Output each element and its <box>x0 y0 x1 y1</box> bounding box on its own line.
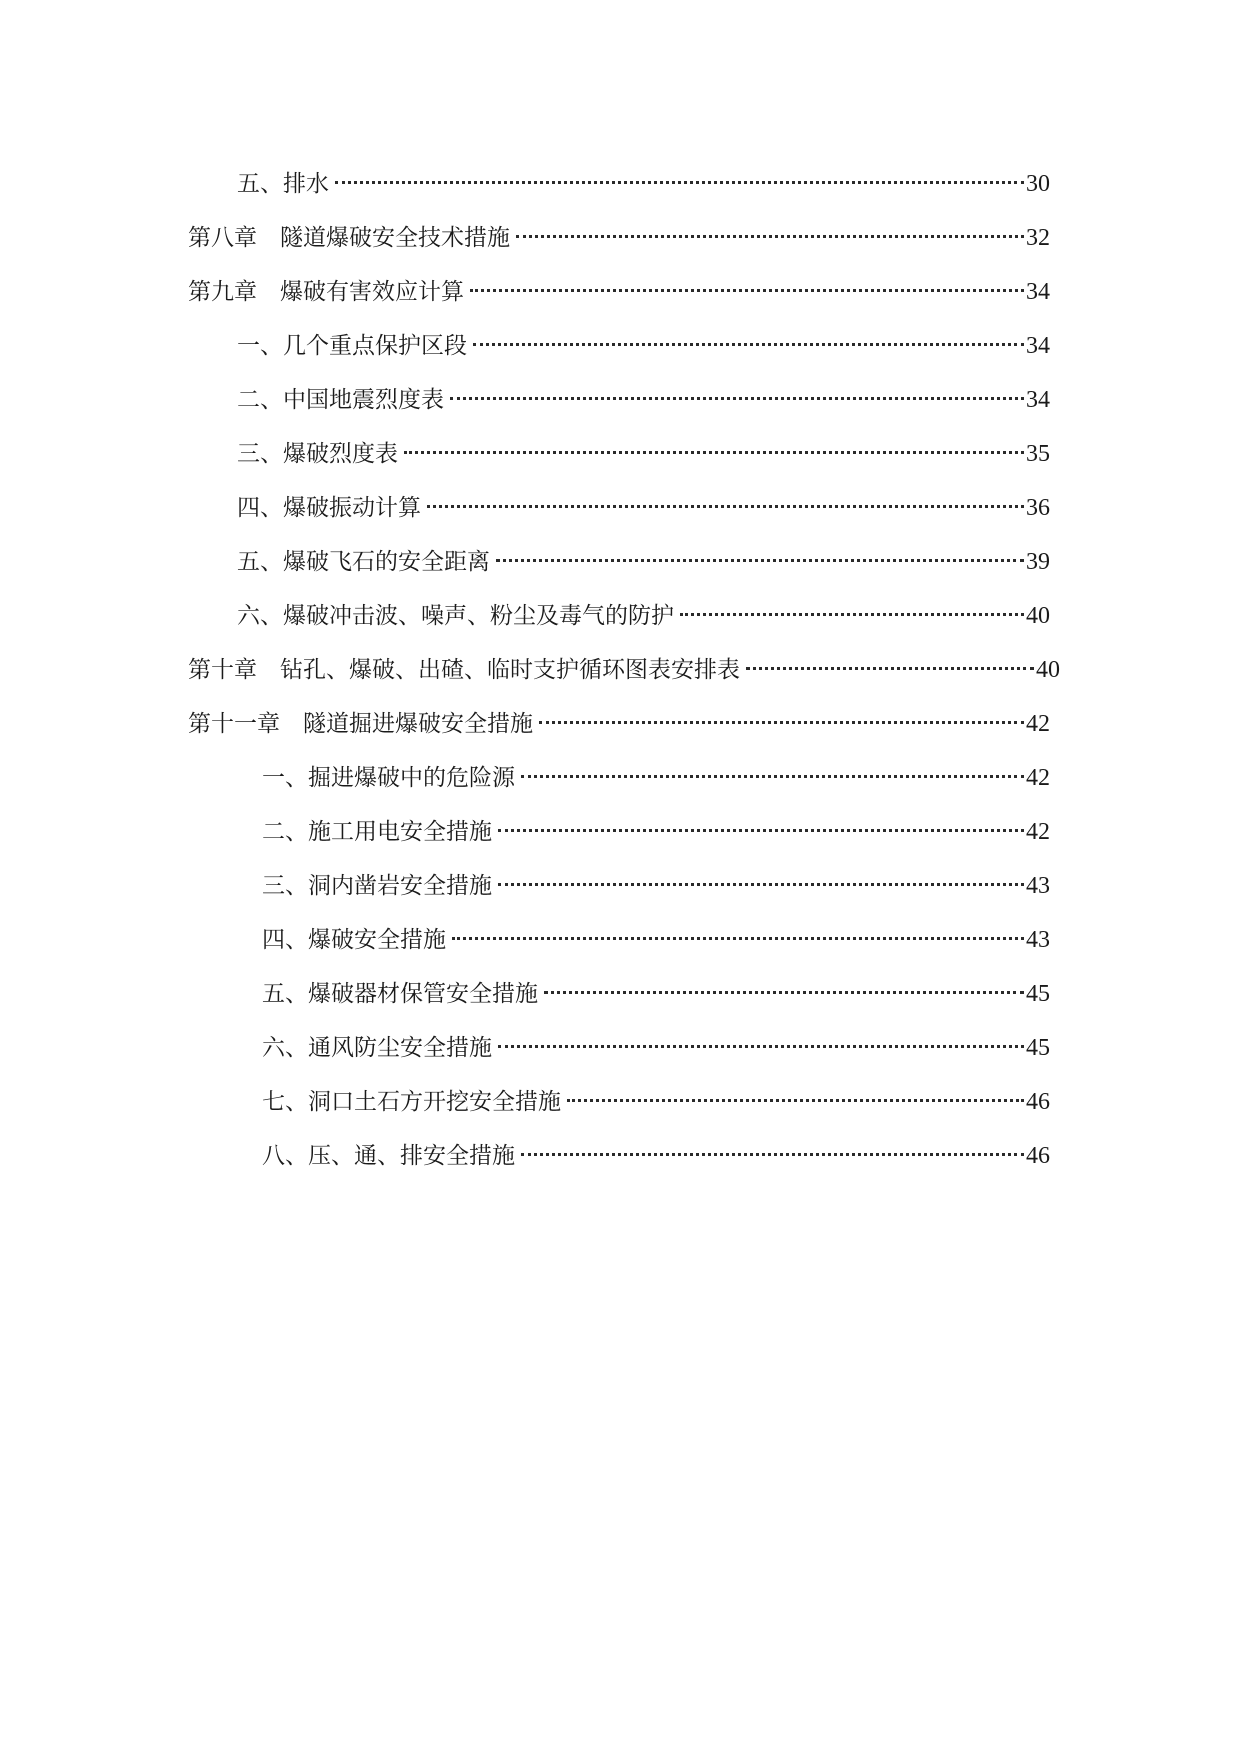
toc-entry-label: 第十一章 隧道掘进爆破安全措施 <box>188 711 533 737</box>
toc-entry[interactable] <box>262 1031 1050 1065</box>
toc-page-number: 32 <box>1026 225 1050 251</box>
toc-page-number: 30 <box>1026 171 1050 197</box>
dot-leader <box>404 451 1024 454</box>
dot-leader <box>746 667 1034 670</box>
toc-page-number: 34 <box>1026 279 1050 305</box>
toc-entry[interactable] <box>237 599 1050 633</box>
toc-entry[interactable] <box>262 761 1050 795</box>
toc-entry-label: 四、爆破振动计算 <box>237 495 421 521</box>
dot-leader <box>516 235 1024 238</box>
dot-leader <box>567 1099 1024 1102</box>
dot-leader <box>544 991 1024 994</box>
toc-page-number: 40 <box>1026 603 1050 629</box>
toc-entry[interactable] <box>262 923 1050 957</box>
toc-entry-label: 五、排水 <box>237 171 329 197</box>
toc-entry-label: 二、中国地震烈度表 <box>237 387 444 413</box>
toc-page-number: 34 <box>1026 387 1050 413</box>
dot-leader <box>498 829 1024 832</box>
toc-page-number: 35 <box>1026 441 1050 467</box>
toc-entry-label: 六、通风防尘安全措施 <box>262 1035 492 1061</box>
toc-page-number: 46 <box>1026 1143 1050 1169</box>
toc-page-number: 45 <box>1026 1035 1050 1061</box>
dot-leader <box>450 397 1024 400</box>
toc-page-number: 42 <box>1026 765 1050 791</box>
toc-entry-label: 五、爆破器材保管安全措施 <box>262 981 538 1007</box>
toc-page-number: 46 <box>1026 1089 1050 1115</box>
toc-entry-label: 四、爆破安全措施 <box>262 927 446 953</box>
dot-leader <box>335 181 1024 184</box>
toc-entry[interactable] <box>262 815 1050 849</box>
toc-entry-label: 七、洞口土石方开挖安全措施 <box>262 1089 561 1115</box>
toc-entry[interactable] <box>188 275 1050 309</box>
toc-entry-label: 三、洞内凿岩安全措施 <box>262 873 492 899</box>
toc-entry[interactable] <box>262 1085 1050 1119</box>
toc-page-number: 43 <box>1026 873 1050 899</box>
toc-page-number: 39 <box>1026 549 1050 575</box>
dot-leader <box>680 613 1024 616</box>
toc-entry[interactable] <box>237 545 1050 579</box>
toc-page-number: 43 <box>1026 927 1050 953</box>
toc-entry[interactable] <box>237 383 1050 417</box>
dot-leader <box>498 1045 1024 1048</box>
dot-leader <box>496 559 1024 562</box>
toc-entry[interactable] <box>262 977 1050 1011</box>
toc-entry-label: 第八章 隧道爆破安全技术措施 <box>188 225 510 251</box>
toc-entry-label: 八、压、通、排安全措施 <box>262 1143 515 1169</box>
dot-leader <box>427 505 1024 508</box>
toc-page-number: 45 <box>1026 981 1050 1007</box>
dot-leader <box>521 1153 1024 1156</box>
toc-page-number: 42 <box>1026 711 1050 737</box>
dot-leader <box>473 343 1024 346</box>
toc-page-number: 42 <box>1026 819 1050 845</box>
toc-page-number: 40 <box>1036 657 1060 683</box>
dot-leader <box>539 721 1024 724</box>
toc-entry[interactable] <box>237 167 1050 201</box>
toc-entry-label: 五、爆破飞石的安全距离 <box>237 549 490 575</box>
toc-entry[interactable] <box>262 1139 1050 1173</box>
dot-leader <box>498 883 1024 886</box>
dot-leader <box>470 289 1024 292</box>
toc-entry[interactable] <box>188 653 1060 687</box>
toc-entry[interactable] <box>262 869 1050 903</box>
toc-entry-label: 二、施工用电安全措施 <box>262 819 492 845</box>
toc-entry-label: 六、爆破冲击波、噪声、粉尘及毒气的防护 <box>237 603 674 629</box>
dot-leader <box>452 937 1024 940</box>
toc-entry-label: 一、几个重点保护区段 <box>237 333 467 359</box>
toc-entry[interactable] <box>237 437 1050 471</box>
toc-entry-label: 三、爆破烈度表 <box>237 441 398 467</box>
toc-entry[interactable] <box>237 491 1050 525</box>
toc-entry[interactable] <box>188 221 1050 255</box>
toc-entry-label: 一、掘进爆破中的危险源 <box>262 765 515 791</box>
toc-entry[interactable] <box>188 707 1050 741</box>
toc-page-number: 36 <box>1026 495 1050 521</box>
toc-entry-label: 第九章 爆破有害效应计算 <box>188 279 464 305</box>
toc-entry[interactable] <box>237 329 1050 363</box>
dot-leader <box>521 775 1024 778</box>
toc-entry-label: 第十章 钻孔、爆破、出碴、临时支护循环图表安排表 <box>188 657 740 683</box>
toc-page-number: 34 <box>1026 333 1050 359</box>
